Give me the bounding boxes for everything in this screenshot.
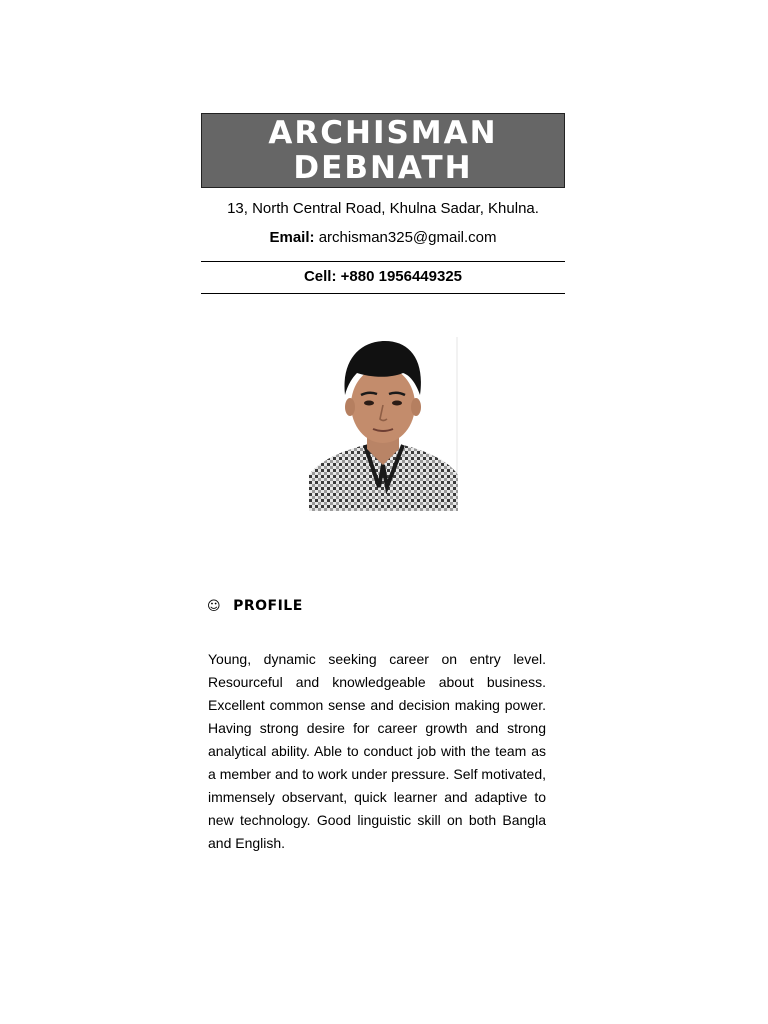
divider-bottom <box>201 293 565 294</box>
last-name: DEBNATH <box>293 149 473 186</box>
profile-heading <box>207 598 303 614</box>
portrait-illustration <box>309 337 458 511</box>
address: 13, North Central Road, Khulna Sadar, Khulna. <box>227 200 539 217</box>
cell-number: Cell: +880 1956449325 <box>303 268 463 285</box>
profile-paragraph: Young, dynamic seeking career on entry level. Resourceful and knowledgeable about business. Excellent common sense and decision making power. Having strong desire for career growth and strong analytical ability. Able to conduct job with the team as a member and to work under pressure. Self motivated, immensely observant, quick learner and adaptive to new technology. Good linguistic skill on both Bangla and English. <box>208 651 546 851</box>
name-banner <box>201 113 565 188</box>
email-label: Email: <box>269 229 315 246</box>
email-value[interactable]: archisman325@gmail.com <box>318 229 497 246</box>
first-name: ARCHISMAN <box>268 114 498 151</box>
divider-top <box>201 261 565 262</box>
email-line <box>201 229 565 246</box>
profile-title: PROFILE <box>233 598 303 614</box>
smiley-icon: ☺ <box>207 598 222 614</box>
portrait-photo <box>309 337 458 511</box>
